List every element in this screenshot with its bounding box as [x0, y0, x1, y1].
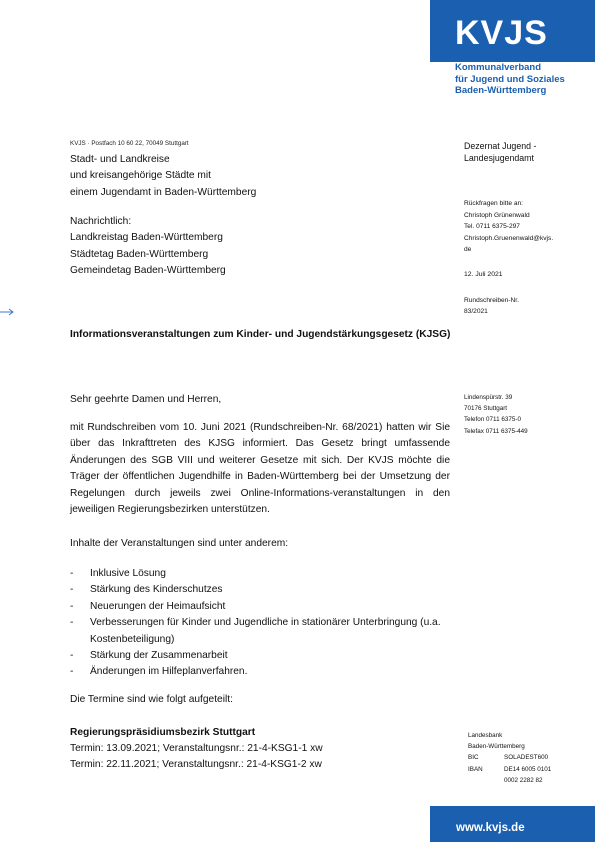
iban-value: DE14 6005 0101: [504, 765, 552, 773]
event-date-line: Termin: 22.11.2021; Veranstaltungsnr.: 21-4-KSG1-2 xw: [70, 759, 322, 770]
bank-iban-row: [468, 764, 551, 775]
list-item: - Inklusive Lösung: [70, 566, 455, 582]
bank-name: Landesbank: [468, 732, 503, 739]
office-address-line: 70176 Stuttgart: [464, 405, 508, 413]
list-item: - Stärkung der Zusammenarbeit: [70, 648, 455, 664]
salutation: Sehr geehrte Damen und Herren,: [70, 394, 222, 405]
bank-name-cont: Baden-Württemberg: [468, 743, 525, 751]
list-bullet: -: [70, 584, 74, 596]
cc-line: Städtetag Baden-Württemberg: [70, 248, 209, 260]
letter-date: 12. Juli 2021: [464, 271, 503, 278]
office-address-line: Telefax 0711 6375-449: [464, 427, 528, 435]
sender-line: KVJS · Postfach 10 60 22, 70049 Stuttgart: [70, 140, 189, 147]
circular-number: [464, 295, 519, 317]
office-address-line: Telefon 0711 6375-0: [464, 416, 521, 424]
bic-label: BIC: [468, 754, 479, 762]
contact-email-cont: de: [464, 246, 472, 254]
department-line: Dezernat Jugend -: [464, 141, 537, 151]
list-bullet: -: [70, 600, 74, 612]
recipient-line: und kreisangehörige Städte mit: [70, 170, 212, 182]
list-bullet: -: [70, 568, 74, 579]
body-paragraph: mit Rundschreiben vom 10. Juni 2021 (Rundschreiben-Nr. 68/2021) hatten wir Sie über das Inkrafttreten des KJSG informiert. Das Gesetz bringt umfassende Änderungen des SGB VIII und weiterer Gesetze mit sich. Der KVJS möchte die Träger der öffentlichen Jugendhilfe in Baden-Württemberg bei der Umsetzung der Regelungen durch jeweils zwei Online-Informations-veranstaltungen in den jeweiligen Regierungsbezirken unterstützen.: [70, 422, 450, 516]
bank-iban-cont: [468, 775, 551, 786]
fold-mark-arrow-icon: [0, 307, 16, 317]
contact-name: Christoph Grünenwald: [464, 211, 530, 219]
department-line: Landesjugendamt: [464, 153, 534, 163]
iban-value-cont: 0002 2282 82: [504, 776, 543, 784]
recipient-line: Stadt- und Landkreise: [70, 154, 170, 165]
logo-wordmark: KVJS: [455, 14, 548, 52]
department: [464, 140, 536, 164]
list-item: - Änderungen im Hilfeplanverfahren.: [70, 664, 455, 680]
recipient-address: [70, 152, 256, 201]
topics-intro: Inhalte der Veranstaltungen sind unter anderem:: [70, 538, 289, 549]
logo-subtitle-line: Kommunalverband: [455, 62, 542, 73]
iban-label: IBAN: [468, 765, 483, 773]
list-item: - Stärkung des Kinderschutzes: [70, 582, 455, 598]
logo-subtitle-line: für Jugend und Soziales: [455, 73, 565, 85]
cc-label: Nachrichtlich:: [70, 216, 132, 227]
office-address-line: Lindenspürstr. 39: [464, 394, 513, 401]
contact-phone: Tel. 0711 6375-297: [464, 223, 520, 231]
dates-intro: Die Termine sind wie folgt aufgeteilt:: [70, 694, 233, 705]
office-address: [464, 392, 528, 437]
bank-details: [468, 730, 551, 786]
list-bullet: -: [70, 617, 74, 629]
event-date-line: Termin: 13.09.2021; Veranstaltungsnr.: 21-4-KSG1-1 xw: [70, 743, 323, 754]
cc-block: [70, 214, 226, 280]
region-heading: Regierungspräsidiumsbezirk Stuttgart: [70, 727, 256, 738]
bank-bic-row: [468, 752, 551, 763]
list-bullet: -: [70, 666, 74, 678]
list-item: - Verbesserungen für Kinder und Jugendliche in stationärer Unterbringung (u.a. Kostenbeteiligung): [70, 615, 455, 648]
footer-url[interactable]: www.kvjs.de: [456, 822, 525, 834]
list-bullet: -: [70, 650, 74, 662]
logo-subtitle: [455, 62, 565, 97]
cc-line: Gemeindetag Baden-Württemberg: [70, 265, 226, 277]
contact-email: Christoph.Gruenenwald@kvjs.: [464, 234, 554, 242]
circular-label: Rundschreiben-Nr.: [464, 297, 519, 304]
circular-value: 83/2021: [464, 308, 488, 315]
letter-subject: Informationsveranstaltungen zum Kinder- und Jugendstärkungsgesetz (KJSG): [70, 329, 451, 340]
contact-label: Rückfragen bitte an:: [464, 200, 524, 207]
list-item: - Neuerungen der Heimaufsicht: [70, 599, 455, 615]
logo-subtitle-line: Baden-Württemberg: [455, 85, 547, 96]
topics-list: [70, 566, 455, 681]
contact-block: [464, 198, 553, 256]
recipient-line: einem Jugendamt in Baden-Württemberg: [70, 186, 257, 198]
bic-value: SOLADEST600: [504, 754, 549, 762]
cc-line: Landkreistag Baden-Württemberg: [70, 232, 223, 244]
